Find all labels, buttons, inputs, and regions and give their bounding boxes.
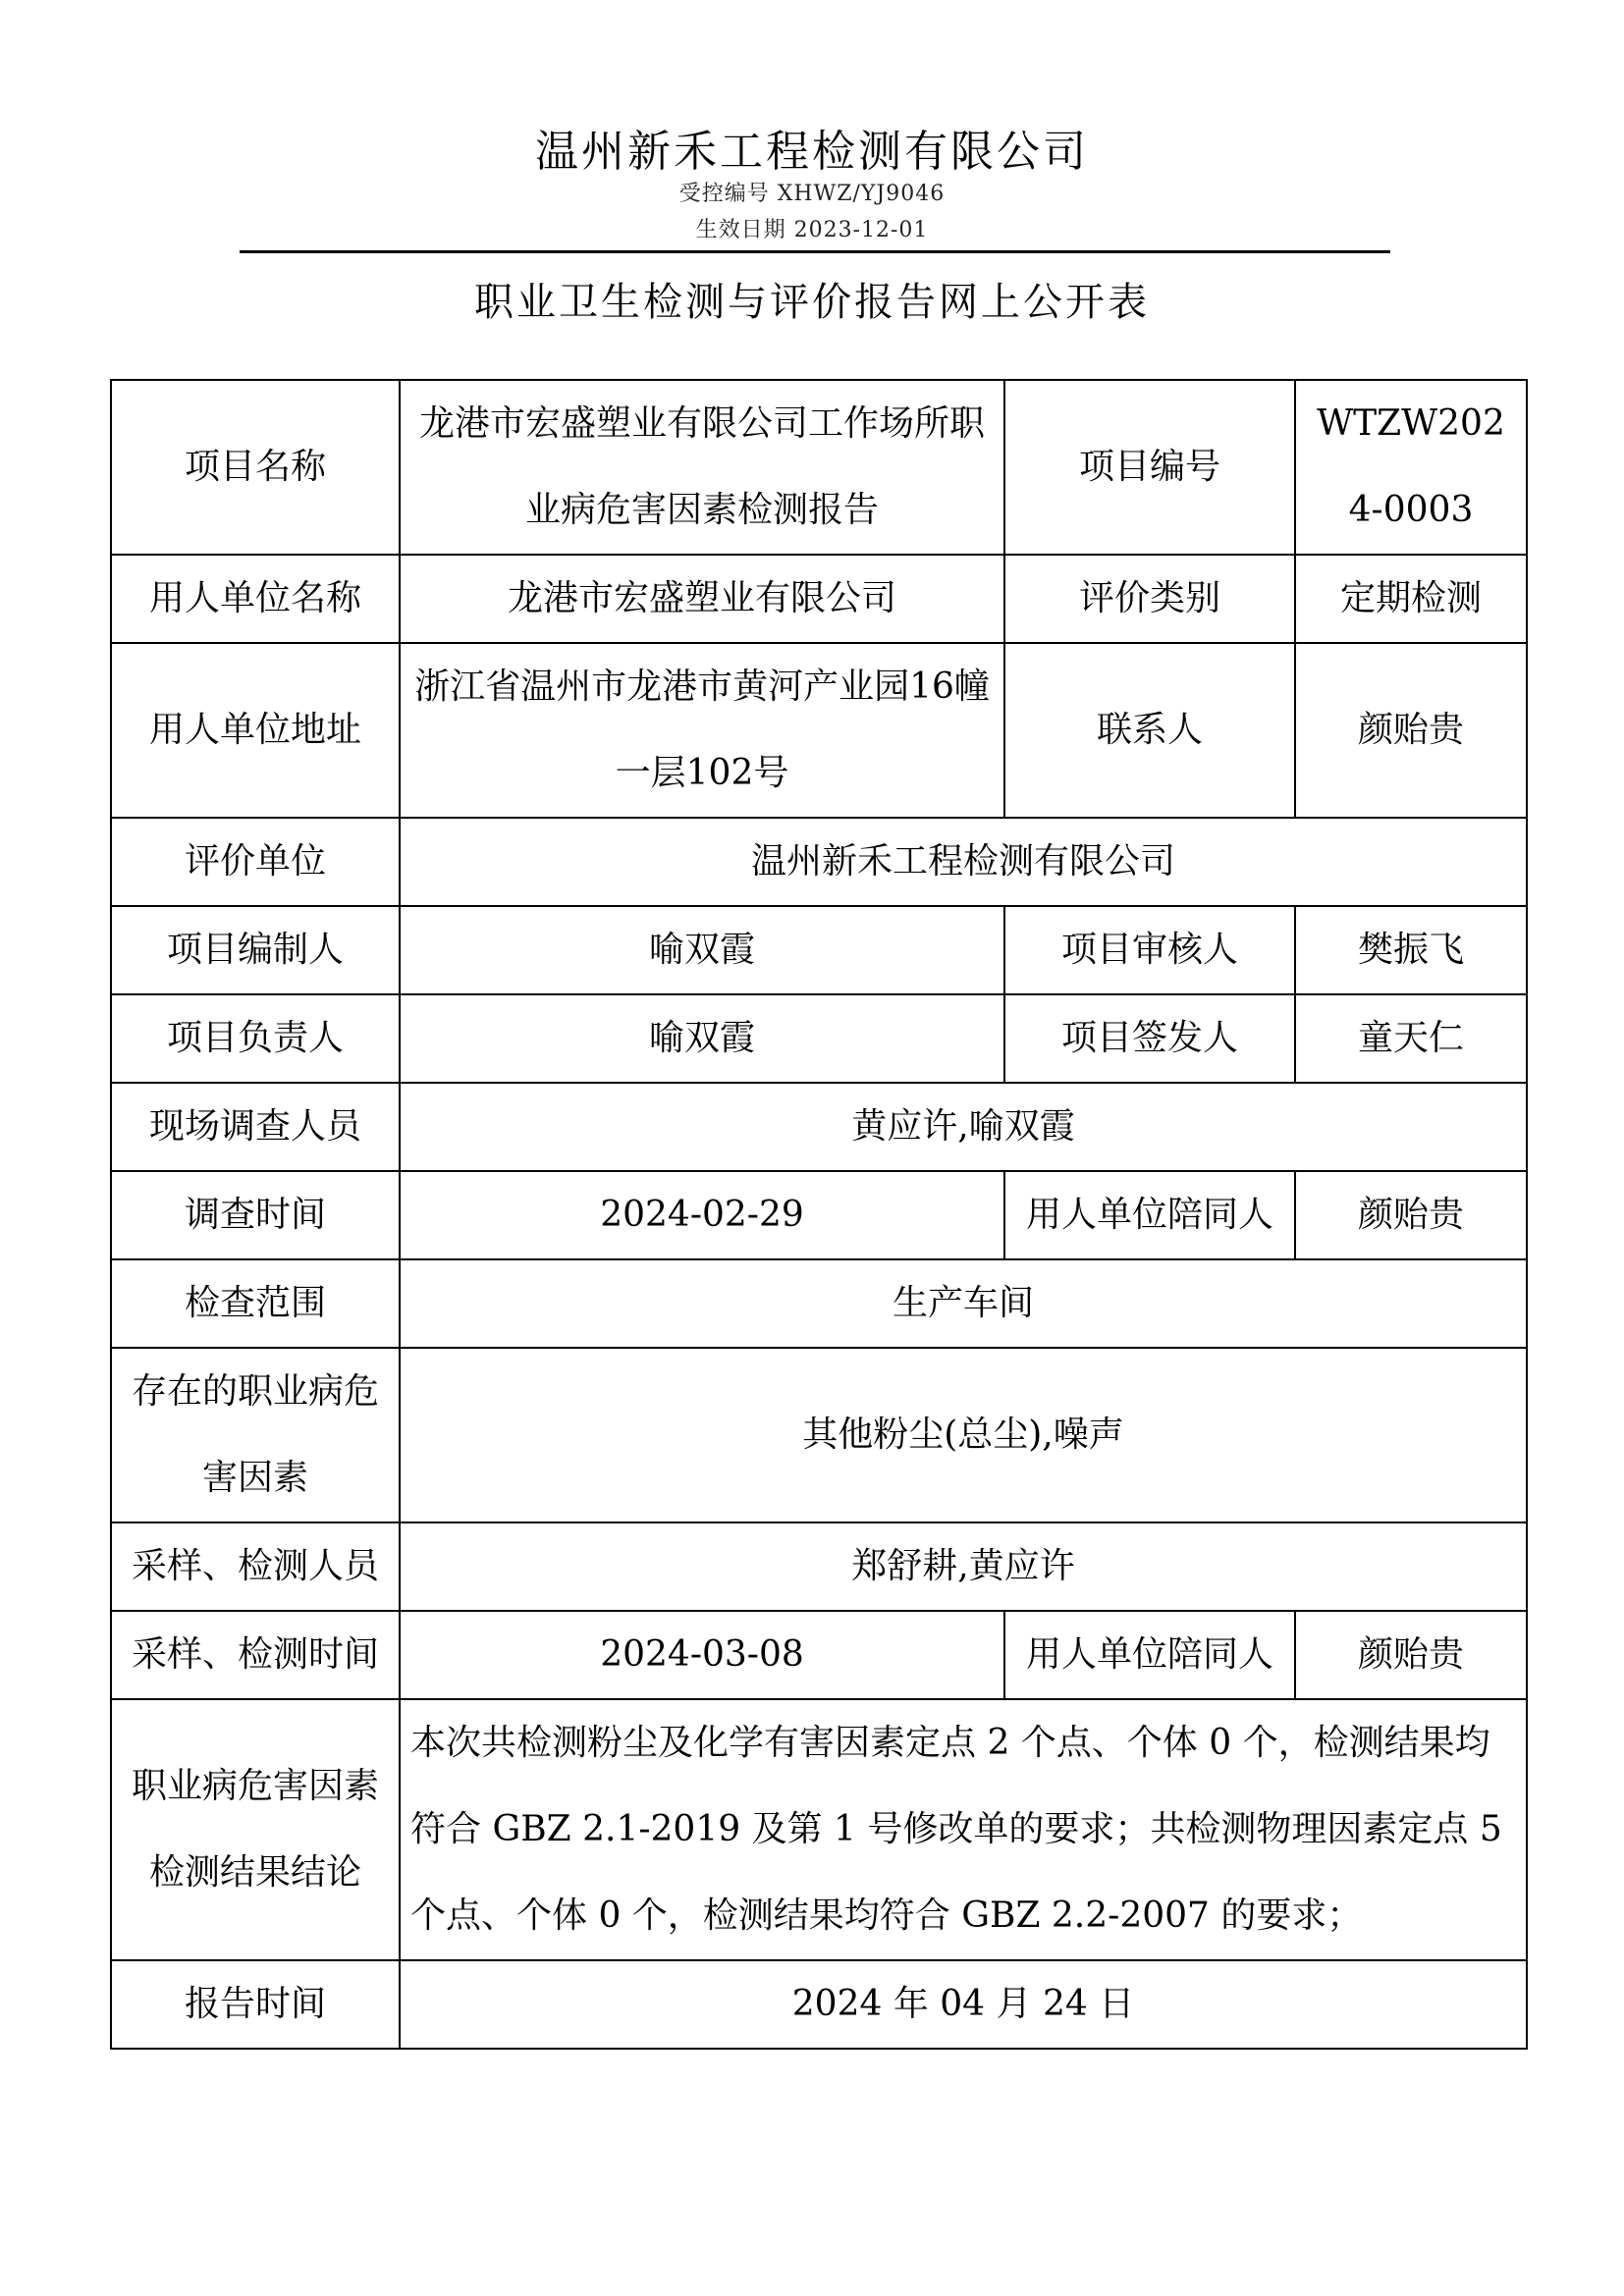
label-samplers: 采样、检测人员 [111,1522,400,1611]
value-evaluator: 温州新禾工程检测有限公司 [400,818,1527,906]
row-scope [111,1259,1527,1348]
value-leader: 喻双霞 [400,994,1004,1083]
label-issuer: 项目签发人 [1004,994,1295,1083]
value-eval-type: 定期检测 [1295,555,1527,643]
disclosure-table [110,379,1528,2050]
document-title: 职业卫生检测与评价报告网上公开表 [474,280,1150,325]
value-scope: 生产车间 [400,1259,1527,1348]
value-report-time: 2024 年 04 月 24 日 [400,1960,1527,2049]
value-surveyors: 黄应许,喻双霞 [400,1083,1527,1171]
value-project-no: WTZW2024-0003 [1295,380,1527,555]
value-contact: 颜贻贵 [1295,643,1527,818]
value-sampling-time: 2024-03-08 [400,1611,1004,1699]
effective-date: 生效日期 2023-12-01 [695,218,929,242]
row-compiler [111,906,1527,994]
value-conclusion: 本次共检测粉尘及化学有害因素定点 2 个点、个体 0 个，检测结果均符合 GBZ 2.1-2019 及第 1 号修改单的要求；共检测物理因素定点 5 个点、个体 0 个，检测结果均符合 GBZ 2.2-2007 的要求； [400,1699,1527,1960]
label-escort: 用人单位陪同人 [1004,1171,1295,1259]
row-conclusion [111,1699,1527,1960]
label-surveyors: 现场调查人员 [111,1083,400,1171]
value-samplers: 郑舒耕,黄应许 [400,1522,1527,1611]
label-project-name: 项目名称 [111,380,400,555]
label-employer: 用人单位名称 [111,555,400,643]
label-compiler: 项目编制人 [111,906,400,994]
row-employer [111,555,1527,643]
label-survey-time: 调查时间 [111,1171,400,1259]
row-sampling-time [111,1611,1527,1699]
row-survey-time [111,1171,1527,1259]
value-escort2: 颜贻贵 [1295,1611,1527,1699]
value-address: 浙江省温州市龙港市黄河产业园16幢一层102号 [400,643,1004,818]
row-evaluator [111,818,1527,906]
label-escort2: 用人单位陪同人 [1004,1611,1295,1699]
value-project-name: 龙港市宏盛塑业有限公司工作场所职业病危害因素检测报告 [400,380,1004,555]
control-number: 受控编号 XHWZ/YJ9046 [678,182,946,206]
label-contact: 联系人 [1004,643,1295,818]
label-evaluator: 评价单位 [111,818,400,906]
row-project-name [111,380,1527,555]
label-reviewer: 项目审核人 [1004,906,1295,994]
row-address [111,643,1527,818]
value-survey-time: 2024-02-29 [400,1171,1004,1259]
label-address: 用人单位地址 [111,643,400,818]
company-name: 温州新禾工程检测有限公司 [535,127,1089,177]
label-leader: 项目负责人 [111,994,400,1083]
label-conclusion: 职业病危害因素检测结果结论 [111,1699,400,1960]
row-samplers [111,1522,1527,1611]
row-hazards [111,1348,1527,1522]
row-report-time [111,1960,1527,2049]
label-sampling-time: 采样、检测时间 [111,1611,400,1699]
label-hazards: 存在的职业病危害因素 [111,1348,400,1522]
label-scope: 检查范围 [111,1259,400,1348]
value-hazards: 其他粉尘(总尘),噪声 [400,1348,1527,1522]
label-project-no: 项目编号 [1004,380,1295,555]
label-report-time: 报告时间 [111,1960,400,2049]
value-compiler: 喻双霞 [400,906,1004,994]
value-escort: 颜贻贵 [1295,1171,1527,1259]
row-leader [111,994,1527,1083]
value-reviewer: 樊振飞 [1295,906,1527,994]
header-divider [240,250,1390,253]
row-surveyors [111,1083,1527,1171]
value-employer: 龙港市宏盛塑业有限公司 [400,555,1004,643]
value-issuer: 童天仁 [1295,994,1527,1083]
label-eval-type: 评价类别 [1004,555,1295,643]
